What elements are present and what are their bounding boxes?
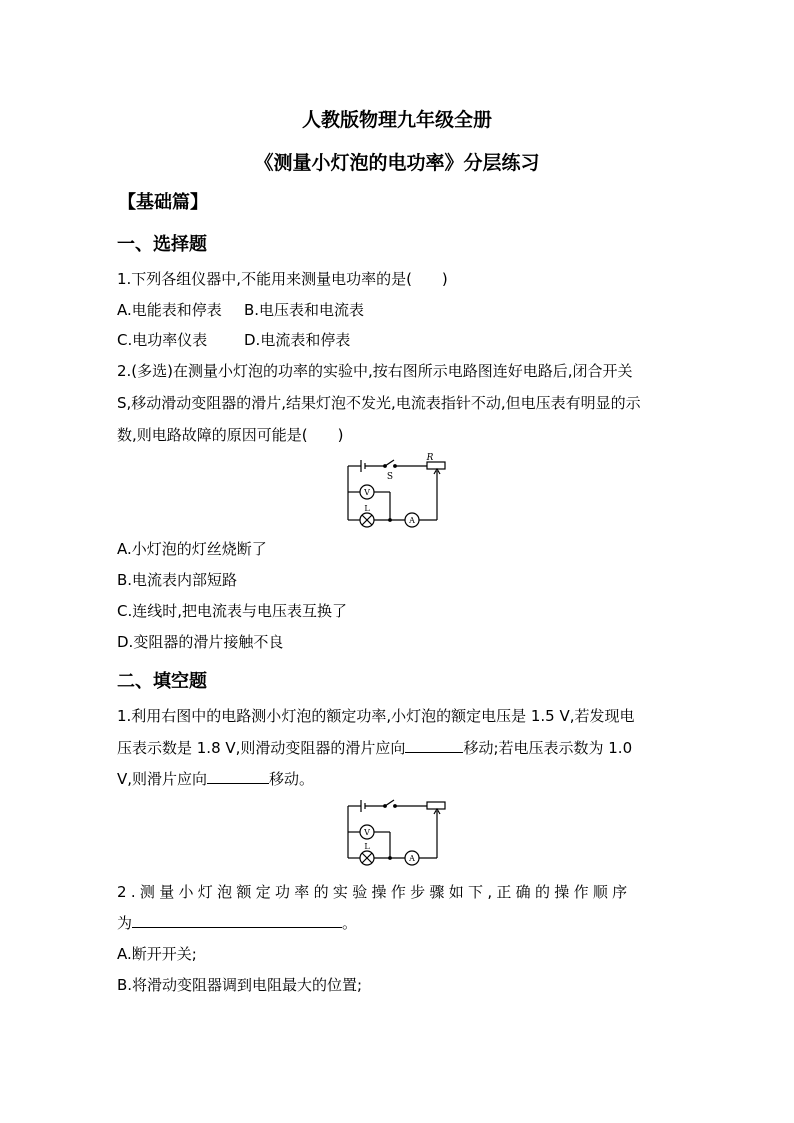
ammeter-label-2: A xyxy=(409,854,415,863)
lamp-label-2: L xyxy=(364,842,370,851)
q2-stem-line1: 2.(多选)在测量小灯泡的功率的实验中,按右图所示电路图连好电路后,闭合开关 xyxy=(117,362,633,380)
lamp-label: L xyxy=(364,504,370,513)
f1-line1: 1.利用右图中的电路测小灯泡的额定功率,小灯泡的额定电压是 1.5 V,若发现电 xyxy=(117,707,635,725)
circuit-diagram-1 xyxy=(340,452,450,528)
section-fill-heading: 二、填空题 xyxy=(117,671,207,692)
f2-line2-part-b: 。 xyxy=(342,914,358,932)
f2-option-b: B.将滑动变阻器调到电阻最大的位置; xyxy=(117,976,363,994)
f1-line3-part-b: 移动。 xyxy=(269,770,315,788)
circuit-diagram-2 xyxy=(340,796,450,868)
q1-option-c: C.电功率仪表 xyxy=(117,331,208,349)
q2-option-b: B.电流表内部短路 xyxy=(117,571,238,589)
q1-option-a: A.电能表和停表 xyxy=(117,301,222,319)
f2-line2-part-a: 为 xyxy=(117,914,133,932)
f2-line1: 2.测量小灯泡额定功率的实验操作步骤如下,正确的操作顺序 xyxy=(117,883,632,901)
section-choice-heading: 一、选择题 xyxy=(117,234,207,255)
f1-line3-part-a: V,则滑片应向 xyxy=(117,770,208,788)
q1-stem: 1.下列各组仪器中,不能用来测量电功率的是( ) xyxy=(117,270,448,288)
ammeter-label: A xyxy=(409,516,415,525)
f2-line2 xyxy=(117,912,357,933)
voltmeter-label: V xyxy=(364,488,370,497)
f1-line2-part-b: 移动;若电压表示数为 1.0 xyxy=(463,739,633,757)
switch-label: S xyxy=(386,472,394,482)
f1-line3 xyxy=(117,768,314,789)
f1-line2 xyxy=(117,737,632,758)
q2-option-c: C.连线时,把电流表与电压表互换了 xyxy=(117,602,348,620)
rheostat-label: R xyxy=(426,453,434,463)
q2-option-a: A.小灯泡的灯丝烧断了 xyxy=(117,540,267,558)
q1-option-d: D.电流表和停表 xyxy=(244,331,351,349)
f1-answer-blank-1[interactable] xyxy=(405,737,463,753)
document-subtitle: 《测量小灯泡的电功率》分层练习 xyxy=(254,152,540,174)
q2-option-d: D.变阻器的滑片接触不良 xyxy=(117,633,284,651)
q2-stem-line2: S,移动滑动变阻器的滑片,结果灯泡不发光,电流表指针不动,但电压表有明显的示 xyxy=(117,394,641,412)
voltmeter-label-2: V xyxy=(364,828,370,837)
q2-stem-line3: 数,则电路故障的原因可能是( ) xyxy=(117,426,344,444)
f2-answer-blank[interactable] xyxy=(132,912,342,928)
section-basic-heading: 【基础篇】 xyxy=(118,192,208,213)
f1-answer-blank-2[interactable] xyxy=(207,768,269,784)
f2-option-a: A.断开开关; xyxy=(117,945,197,963)
f1-line2-part-a: 压表示数是 1.8 V,则滑动变阻器的滑片应向 xyxy=(117,739,406,757)
document-title: 人教版物理九年级全册 xyxy=(301,109,492,131)
q1-option-b: B.电压表和电流表 xyxy=(244,301,365,319)
